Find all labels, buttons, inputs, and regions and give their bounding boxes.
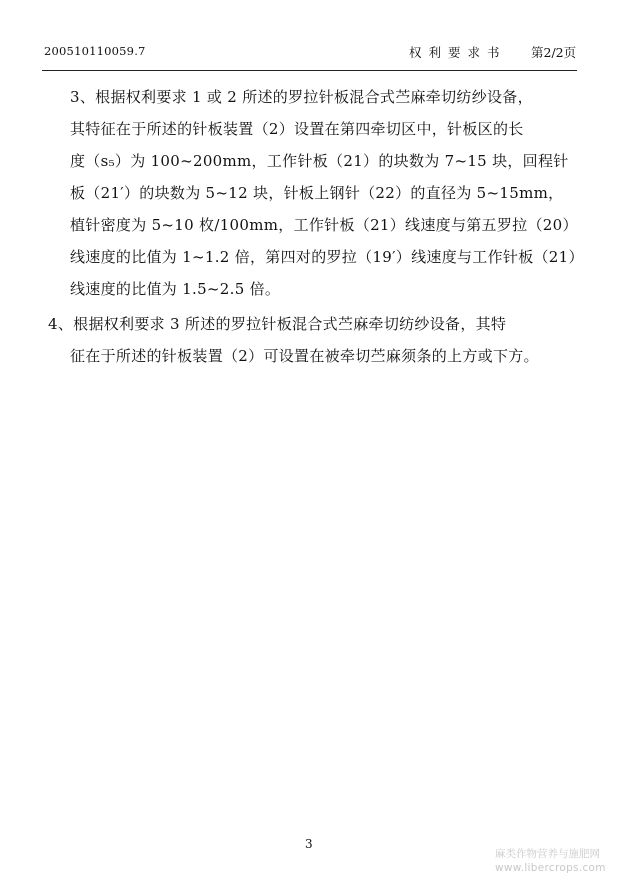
document-title: 权利要求书 <box>409 45 507 60</box>
application-number: 200510110059.7 <box>44 44 146 58</box>
claim-line: 征在于所述的针板装置（2）可设置在被牵切苎麻须条的上方或下方。 <box>70 347 539 365</box>
page-indicator: 第2/2页 <box>531 45 577 60</box>
watermark-url: www.libercrops.com <box>495 862 606 874</box>
watermark <box>495 847 606 875</box>
claim-line: 其特征在于所述的针板装置（2）设置在第四牵切区中，针板区的长 <box>70 120 524 138</box>
watermark-text: 麻类作物营养与施肥网 <box>495 848 600 860</box>
page-header <box>0 0 619 80</box>
page-number: 3 <box>305 837 313 851</box>
claim-line: 4、根据权利要求 3 所述的罗拉针板混合式苎麻牵切纺纱设备，其特 <box>48 315 507 333</box>
header-divider <box>42 70 577 71</box>
claim-line: 线速度的比值为 1~1.2 倍，第四对的罗拉（19′）线速度与工作针板（21） <box>70 248 584 266</box>
claim-line: 度（s₅）为 100~200mm，工作针板（21）的块数为 7~15 块，回程针 <box>70 152 569 170</box>
claim-line: 植针密度为 5~10 枚/100mm，工作针板（21）线速度与第五罗拉（20） <box>70 216 578 234</box>
claim-line: 3、根据权利要求 1 或 2 所述的罗拉针板混合式苎麻牵切纺纱设备， <box>70 88 533 106</box>
claim-line: 线速度的比值为 1.5~2.5 倍。 <box>70 280 281 298</box>
claim-line: 板（21′）的块数为 5~12 块，针板上钢针（22）的直径为 5~15mm， <box>70 184 564 202</box>
